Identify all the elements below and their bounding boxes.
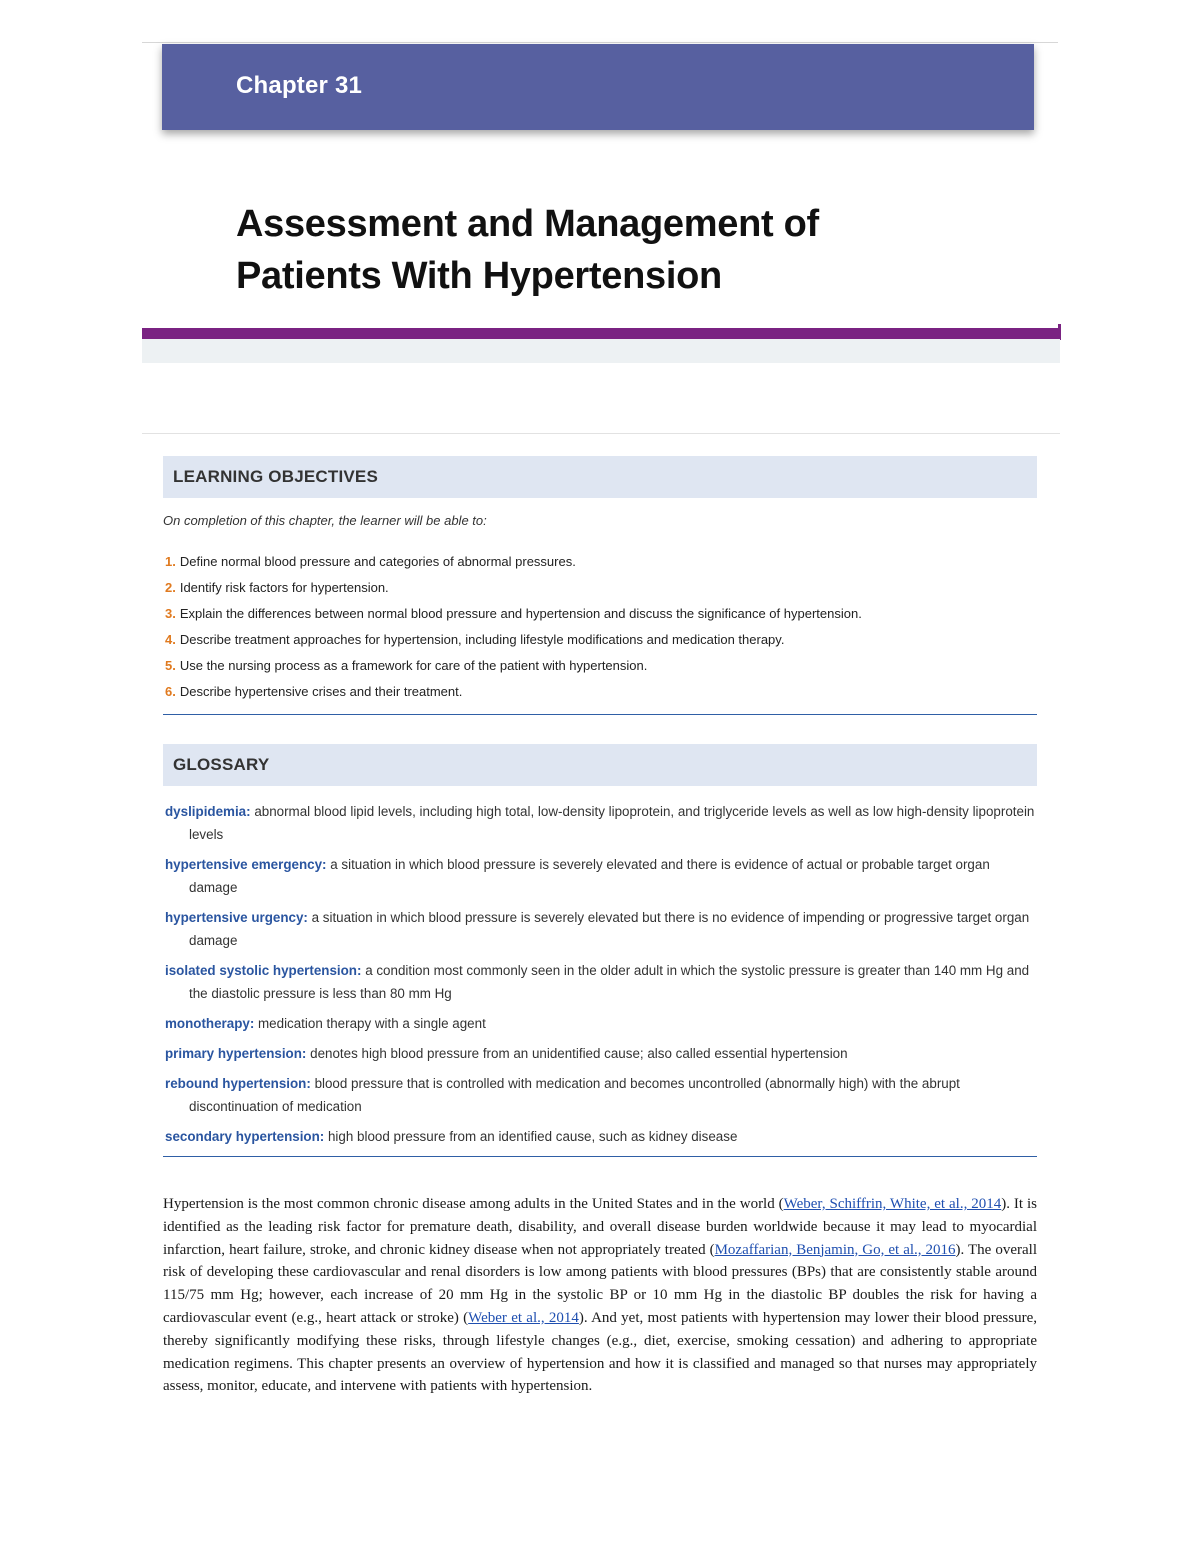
learning-objectives-heading: LEARNING OBJECTIVES	[173, 467, 378, 486]
body-text: Hypertension is the most common chronic disease among adults in the United States and in the world (	[163, 1196, 784, 1212]
objective-item	[165, 631, 1035, 657]
title-accent-bar-tip	[1058, 324, 1061, 340]
glossary-definition: a situation in which blood pressure is severely elevated but there is no evidence of impending or progressive target organ damage	[189, 910, 1030, 948]
objective-number: 6.	[165, 684, 176, 699]
glossary-entry	[165, 800, 1037, 846]
glossary-entry	[165, 906, 1037, 952]
objective-item	[165, 605, 1035, 631]
objective-number: 1.	[165, 554, 176, 569]
glossary-term: secondary hypertension:	[165, 1129, 325, 1144]
chapter-label: Chapter 31	[236, 72, 363, 99]
glossary-heading: GLOSSARY	[173, 755, 270, 774]
glossary-definition: abnormal blood lipid levels, including high total, low-density lipoprotein, and triglyceride levels as well as low high-density lipoprotein levels	[189, 804, 1035, 842]
glossary-definition: a situation in which blood pressure is severely elevated and there is evidence of actual or probable target organ damage	[189, 857, 990, 895]
glossary-list	[165, 800, 1037, 1155]
glossary-definition: blood pressure that is controlled with medication and becomes uncontrolled (abnormally high) with the abrupt discontinuation of medication	[189, 1076, 960, 1114]
glossary-term: rebound hypertension:	[165, 1076, 311, 1091]
glossary-entry	[165, 853, 1037, 899]
glossary-term: dyslipidemia:	[165, 804, 251, 819]
objective-text: Explain the differences between normal blood pressure and hypertension and discuss the significance of hypertension.	[179, 606, 862, 621]
objective-number: 3.	[165, 606, 176, 621]
glossary-entry	[165, 1125, 1037, 1148]
glossary-entry	[165, 1012, 1037, 1035]
glossary-term: hypertensive urgency:	[165, 910, 308, 925]
objective-number: 4.	[165, 632, 176, 647]
objective-number: 5.	[165, 658, 176, 673]
citation-link-weber[interactable]: Weber et al., 2014	[468, 1309, 579, 1326]
objective-number: 2.	[165, 580, 176, 595]
body-text: ). It is identified as the leading risk factor for premature death, disability, and overall disease burden worldwide because it may lead to myocardial infarction, heart failure, stroke, and chronic kidney disease when not appropriately treated (	[163, 1196, 1037, 1258]
objective-text: Describe hypertensive crises and their treatment.	[179, 684, 463, 699]
top-divider	[142, 42, 1058, 43]
chapter-title-line-1: Assessment and Management of	[236, 203, 819, 245]
learning-objectives-intro: On completion of this chapter, the learner will be able to:	[163, 513, 487, 528]
glossary-term: primary hypertension:	[165, 1046, 307, 1061]
objective-text: Identify risk factors for hypertension.	[179, 580, 389, 595]
section-divider	[142, 433, 1060, 434]
citation-link-mozaffarian[interactable]: Mozaffarian, Benjamin, Go, et al., 2016	[714, 1241, 956, 1258]
objectives-bottom-rule	[163, 714, 1037, 715]
objective-item	[165, 683, 1035, 709]
glossary-definition: denotes high blood pressure from an unidentified cause; also called essential hypertension	[310, 1046, 848, 1061]
body-text: ). And yet, most patients with hypertension may lower their blood pressure, thereby significantly modifying these risks, through lifestyle changes (e.g., diet, exercise, smoking cessation) and adhering to appropriate medication regimens. This chapter presents an overview of hypertension and how it is classified and managed so that nurses may appropriately assess, monitor, educate, and intervene with patients with hypertension.	[163, 1309, 1038, 1395]
glossary-definition: medication therapy with a single agent	[258, 1016, 486, 1031]
citation-link-weber-schiffrin[interactable]: Weber, Schiffrin, White, et al., 2014	[783, 1196, 1002, 1212]
title-shadow-band	[142, 339, 1060, 363]
title-accent-bar	[142, 328, 1060, 339]
learning-objectives-list	[165, 553, 1035, 709]
objective-text: Define normal blood pressure and categories of abnormal pressures.	[179, 554, 576, 569]
glossary-term: isolated systolic hypertension:	[165, 963, 362, 978]
objective-text: Use the nursing process as a framework for care of the patient with hypertension.	[179, 658, 648, 673]
glossary-entry	[165, 1072, 1037, 1118]
glossary-definition: a condition most commonly seen in the older adult in which the systolic pressure is greater than 140 mm Hg and the diastolic pressure is less than 80 mm Hg	[189, 963, 1030, 1001]
glossary-entry	[165, 959, 1037, 1005]
chapter-banner	[162, 44, 1034, 130]
objective-item	[165, 579, 1035, 605]
objective-item	[165, 553, 1035, 579]
chapter-title-line-2: Patients With Hypertension	[236, 255, 722, 297]
glossary-definition: high blood pressure from an identified cause, such as kidney disease	[327, 1129, 738, 1144]
glossary-entry	[165, 1042, 1037, 1065]
body-text: ). The overall risk of developing these cardiovascular and renal disorders is low among patients with blood pressures (BPs) that are consistently stable around 115/75 mm Hg; however, each increase of 20 mm Hg in the systolic BP or 10 mm Hg in the diastolic BP doubles the risk for having a cardiovascular event (e.g., heart attack or stroke) (	[163, 1241, 1037, 1326]
glossary-bottom-rule	[163, 1156, 1037, 1157]
objective-item	[165, 657, 1035, 683]
body-paragraph	[163, 1193, 1037, 1398]
glossary-term: hypertensive emergency:	[165, 857, 327, 872]
learning-objectives-header	[163, 456, 1037, 498]
objective-text: Describe treatment approaches for hypertension, including lifestyle modifications and medication therapy.	[179, 632, 785, 647]
chapter-title	[236, 198, 996, 302]
glossary-header	[163, 744, 1037, 786]
glossary-term: monotherapy:	[165, 1016, 255, 1031]
